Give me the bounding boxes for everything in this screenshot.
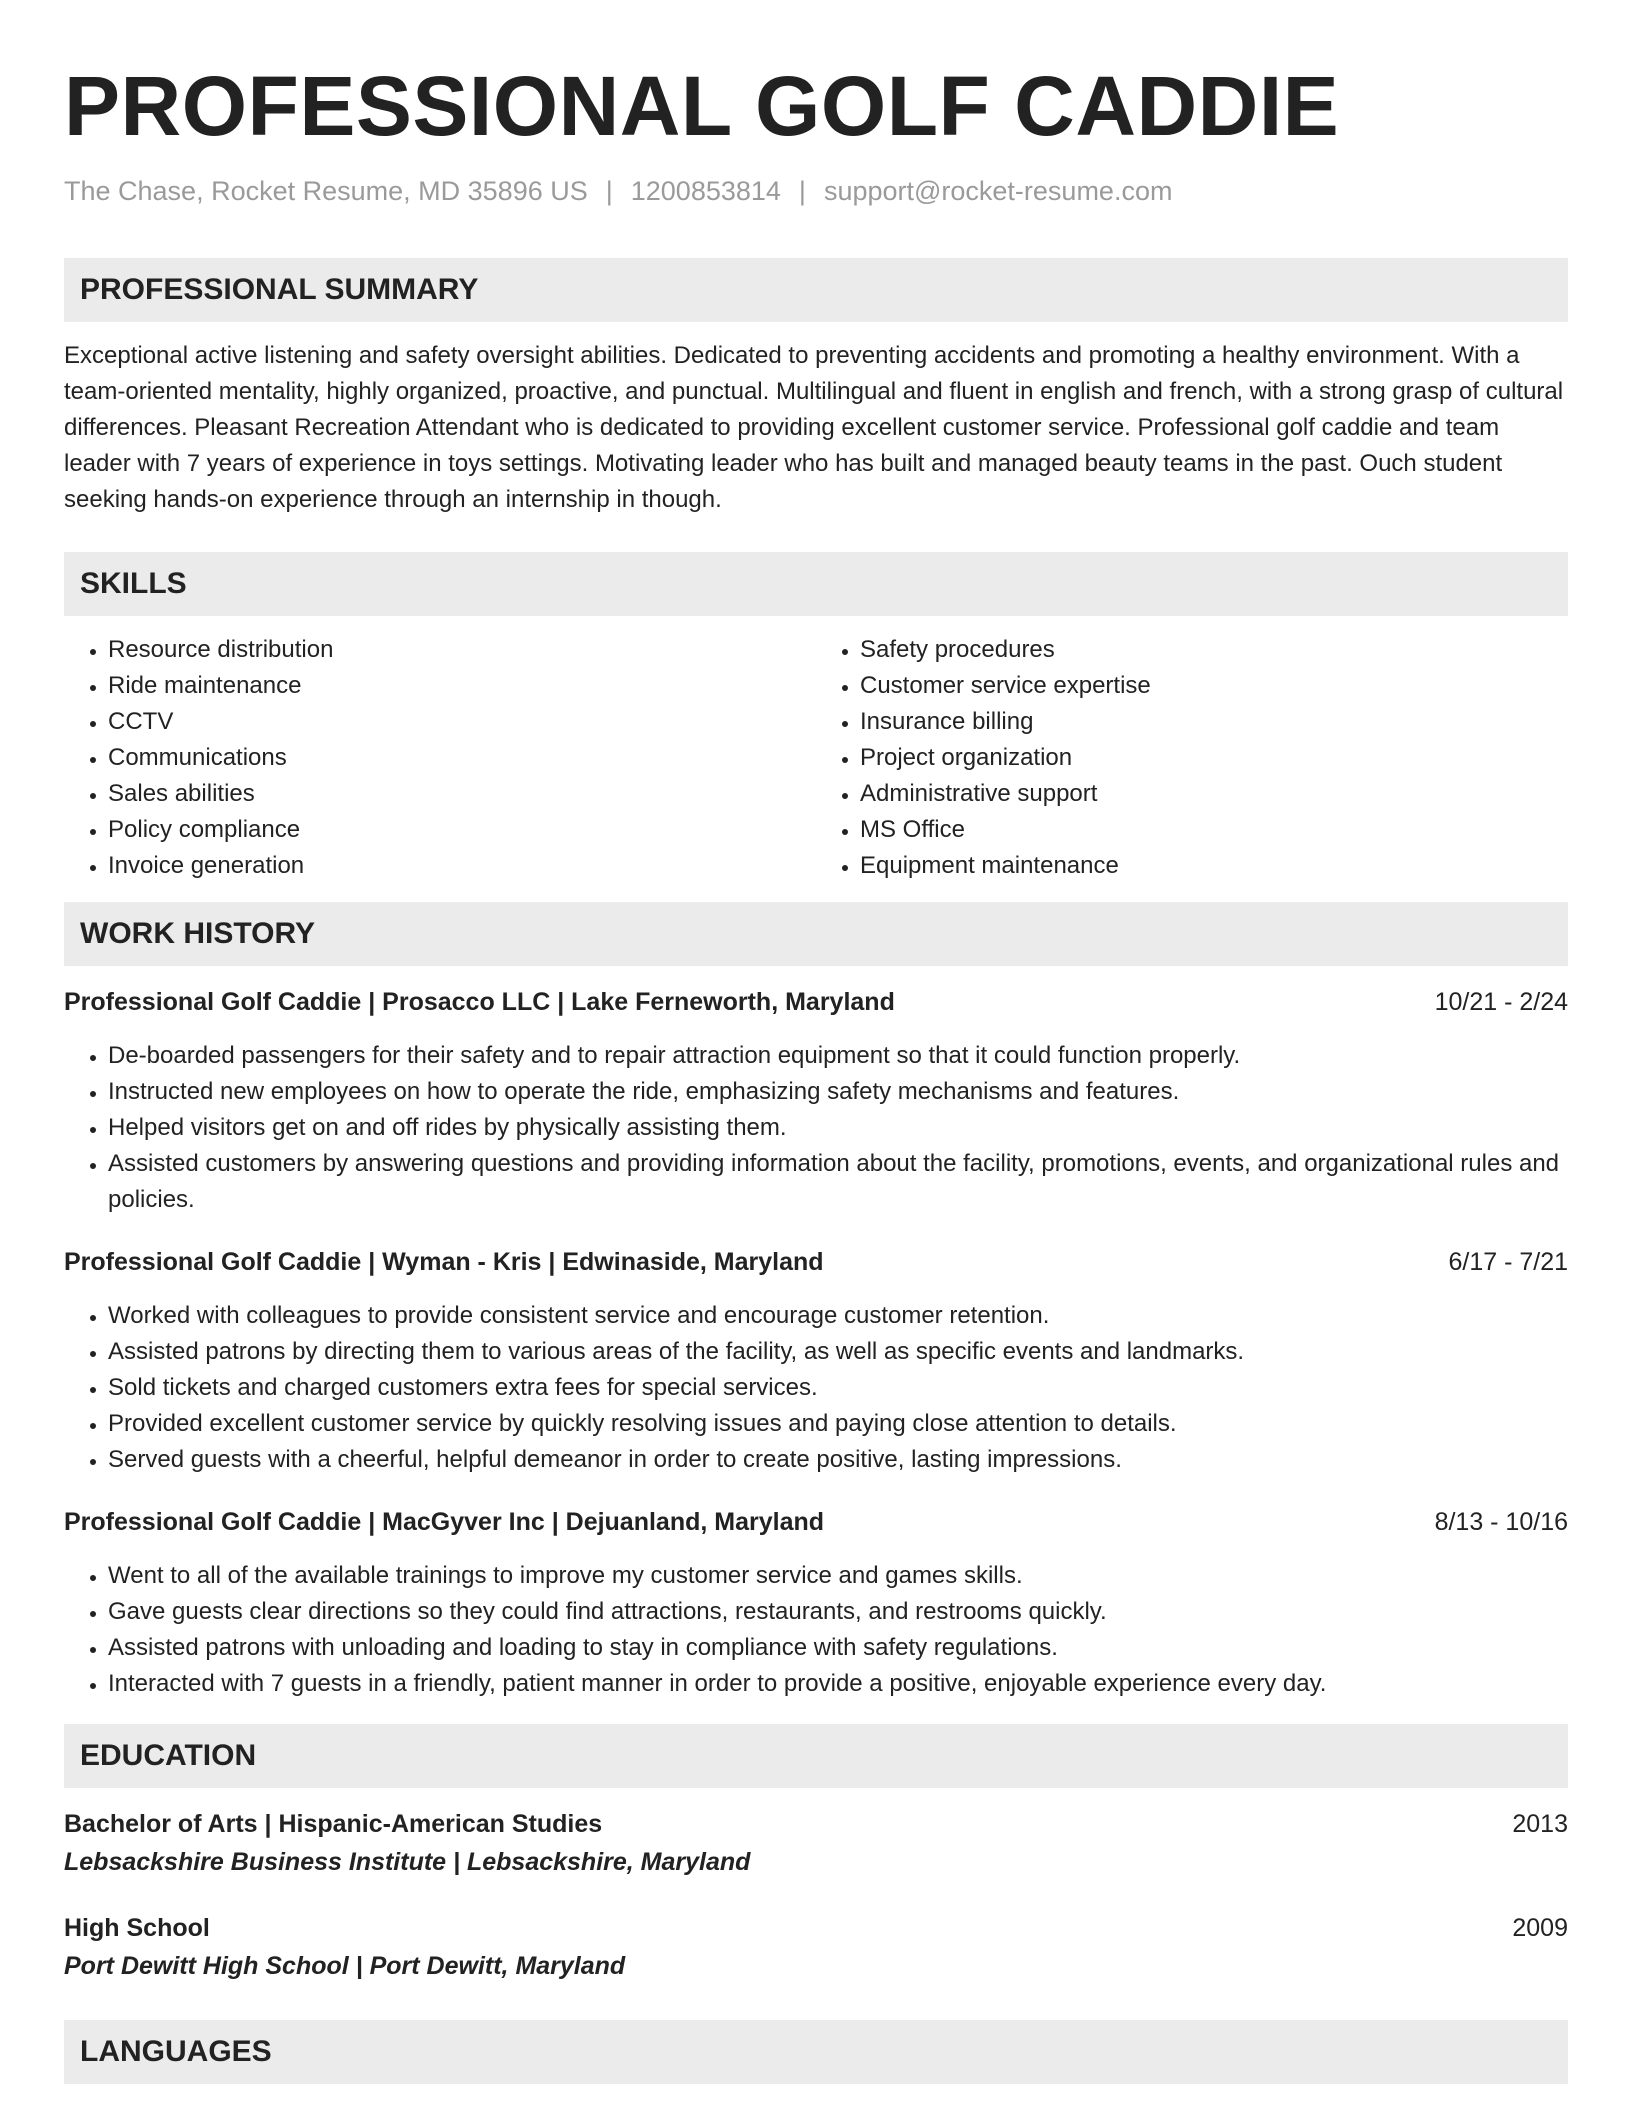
skill-item: • Invoice generation <box>108 848 816 884</box>
skill-item: • Resource distribution <box>108 632 816 668</box>
job-bullet: • Went to all of the available trainings to improve my customer service and games skills. <box>108 1558 1568 1594</box>
job-title: Professional Golf Caddie | Wyman - Kris | Edwinaside, Maryland <box>64 1248 824 1276</box>
contact-phone: 1200853814 <box>630 176 781 206</box>
section-heading-work-history: WORK HISTORY <box>64 902 1568 966</box>
job-header <box>64 1244 1568 1280</box>
skill-item: • Safety procedures <box>860 632 1568 668</box>
job-bullet: • Helped visitors get on and off rides by physically assisting them. <box>108 1110 1568 1146</box>
skill-item: • Administrative support <box>860 776 1568 812</box>
section-heading-education: EDUCATION <box>64 1724 1568 1788</box>
job-bullet: • Assisted patrons with unloading and loading to stay in compliance with safety regulations. <box>108 1630 1568 1666</box>
job-bullets <box>64 1298 1568 1478</box>
skill-item: • MS Office <box>860 812 1568 848</box>
job-bullets <box>64 1558 1568 1702</box>
section-heading-summary: PROFESSIONAL SUMMARY <box>64 258 1568 322</box>
education-entry <box>64 1910 1568 1986</box>
contact-email: support@rocket-resume.com <box>823 176 1173 206</box>
job-bullet: • Provided excellent customer service by quickly resolving issues and paying close attention to details. <box>108 1406 1568 1442</box>
contact-separator: | <box>798 176 806 206</box>
skill-item: • CCTV <box>108 704 816 740</box>
skill-item: • Communications <box>108 740 816 776</box>
job-title: Professional Golf Caddie | MacGyver Inc | Dejuanland, Maryland <box>64 1508 825 1536</box>
job-entry <box>64 984 1568 1218</box>
job-dates: 6/17 - 7/21 <box>1448 1248 1568 1276</box>
contact-address: The Chase, Rocket Resume, MD 35896 US <box>64 176 588 206</box>
job-dates: 8/13 - 10/16 <box>1434 1508 1568 1536</box>
job-bullet: • Assisted patrons by directing them to various areas of the facility, as well as specific events and landmarks. <box>108 1334 1568 1370</box>
education-degree: Bachelor of Arts | Hispanic-American Studies <box>64 1810 603 1838</box>
resume-page <box>64 0 1568 2084</box>
job-title: Professional Golf Caddie | Prosacco LLC | Lake Ferneworth, Maryland <box>64 988 895 1016</box>
section-heading-skills: SKILLS <box>64 552 1568 616</box>
job-bullet: • De-boarded passengers for their safety and to repair attraction equipment so that it could function properly. <box>108 1038 1568 1074</box>
skill-item: • Customer service expertise <box>860 668 1568 704</box>
skill-item: • Insurance billing <box>860 704 1568 740</box>
skill-item: • Project organization <box>860 740 1568 776</box>
education-year: 2009 <box>1512 1914 1568 1942</box>
section-heading-languages: LANGUAGES <box>64 2020 1568 2084</box>
contact-separator: | <box>605 176 613 206</box>
job-bullet: • Assisted customers by answering questions and providing information about the facility, promotions, events, and organizational rules and policies. <box>108 1146 1568 1218</box>
skills-list <box>64 632 1568 884</box>
education-header <box>64 1910 1568 1946</box>
job-bullet: • Instructed new employees on how to operate the ride, emphasizing safety mechanisms and features. <box>108 1074 1568 1110</box>
job-bullet: • Gave guests clear directions so they could find attractions, restaurants, and restrooms quickly. <box>108 1594 1568 1630</box>
education-header <box>64 1806 1568 1842</box>
job-entry <box>64 1504 1568 1702</box>
job-header <box>64 1504 1568 1540</box>
skills-column-left <box>64 632 816 884</box>
skill-item: • Ride maintenance <box>108 668 816 704</box>
education-school: Lebsackshire Business Institute | Lebsackshire, Maryland <box>64 1848 751 1876</box>
job-bullets <box>64 1038 1568 1218</box>
job-bullet: • Served guests with a cheerful, helpful demeanor in order to create positive, lasting impressions. <box>108 1442 1568 1478</box>
skill-item: • Sales abilities <box>108 776 816 812</box>
job-bullet: • Worked with colleagues to provide consistent service and encourage customer retention. <box>108 1298 1568 1334</box>
job-bullet: • Sold tickets and charged customers extra fees for special services. <box>108 1370 1568 1406</box>
job-bullet: • Interacted with 7 guests in a friendly, patient manner in order to provide a positive, enjoyable experience every day. <box>108 1666 1568 1702</box>
skill-item: • Equipment maintenance <box>860 848 1568 884</box>
skill-item: • Policy compliance <box>108 812 816 848</box>
skills-column-right <box>816 632 1568 884</box>
contact-line <box>64 174 1568 208</box>
education-year: 2013 <box>1512 1810 1568 1838</box>
job-entry <box>64 1244 1568 1478</box>
education-degree: High School <box>64 1914 210 1942</box>
resume-name: PROFESSIONAL GOLF CADDIE <box>64 59 1340 153</box>
summary-text: Exceptional active listening and safety oversight abilities. Dedicated to preventing accidents and promoting a healthy environment. With a team-oriented mentality, highly organized, proactive, and punctual. Multilingual and fluent in english and french, with a strong grasp of cultural differences. Pleasant Recreation Attendant who is dedicated to providing excellent customer service. Professional golf caddie and team leader with 7 years of experience in toys settings. Motivating leader who has built and managed beauty teams in the past. Ouch student seeking hands-on experience through an internship in though. <box>64 342 1564 513</box>
education-school: Port Dewitt High School | Port Dewitt, Maryland <box>64 1952 626 1980</box>
job-dates: 10/21 - 2/24 <box>1434 988 1568 1016</box>
education-entry <box>64 1806 1568 1882</box>
job-header <box>64 984 1568 1020</box>
